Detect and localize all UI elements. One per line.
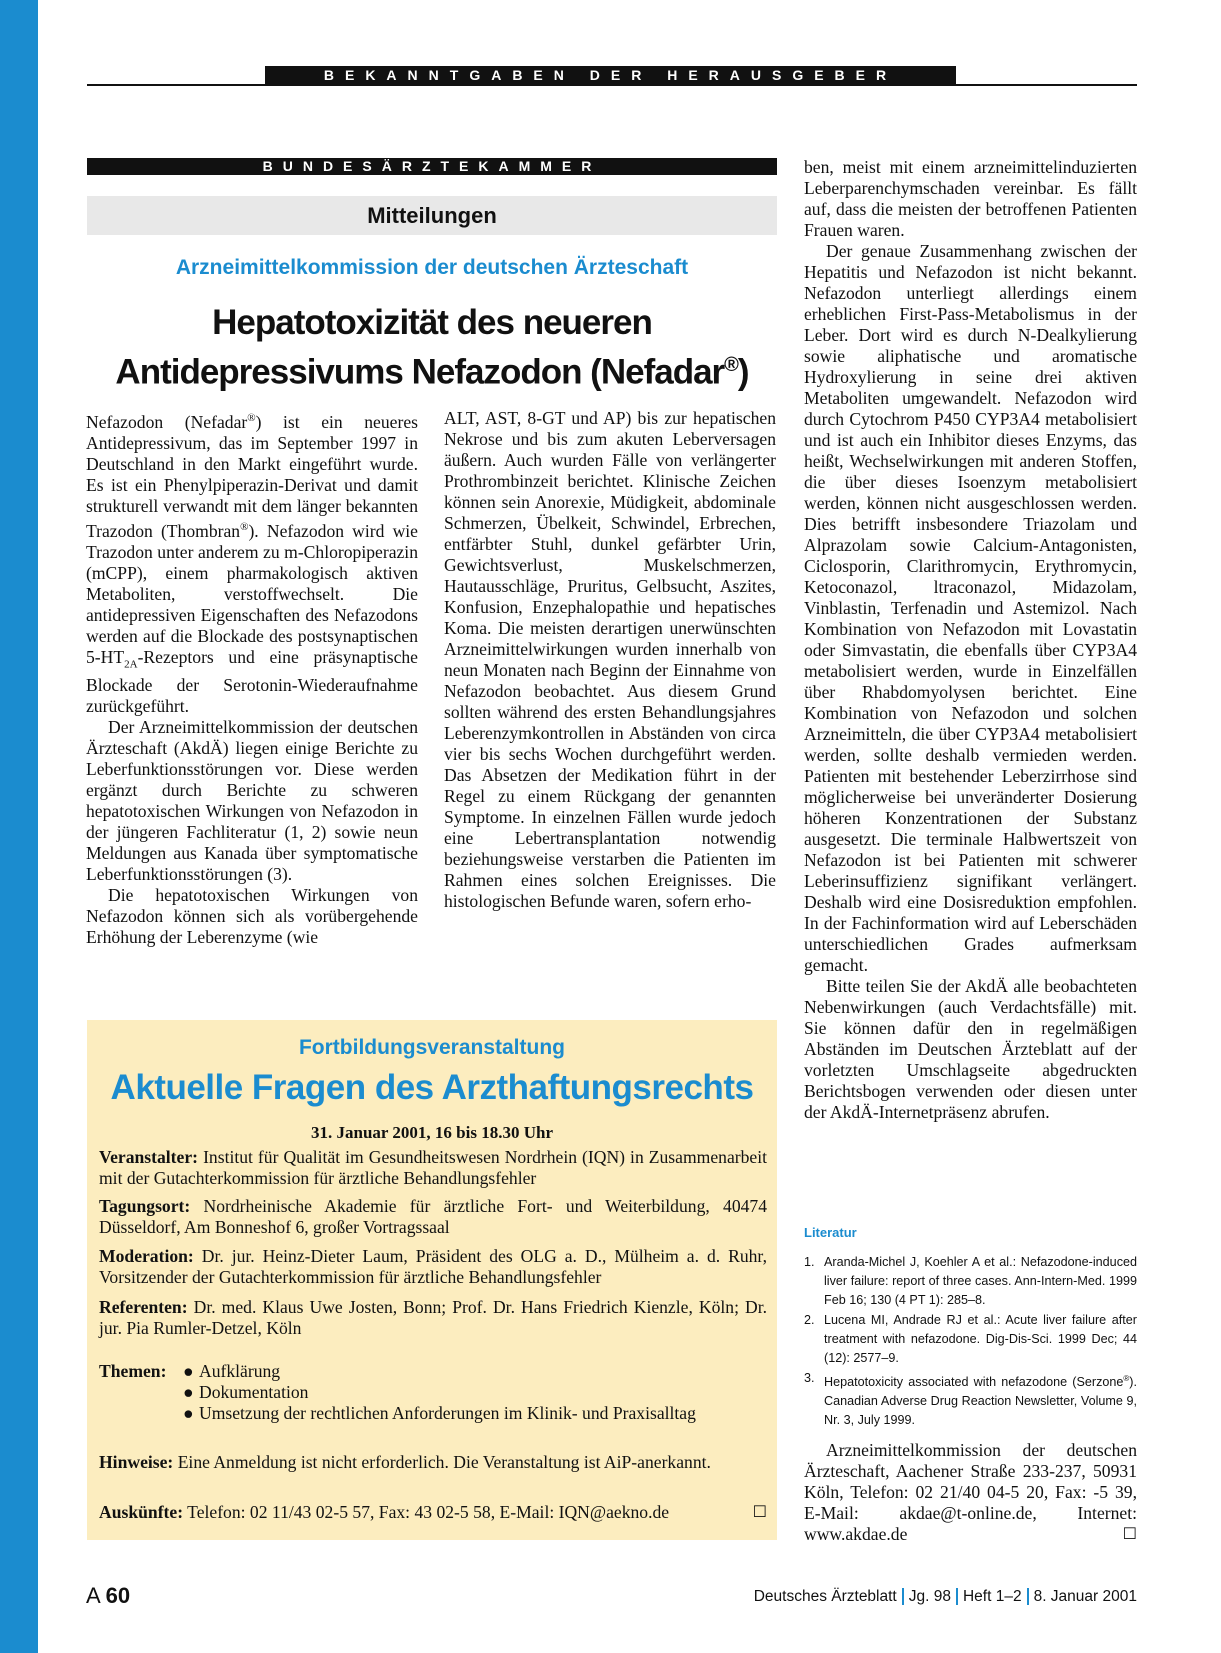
event-kicker: Fortbildungsveranstaltung [298,1036,565,1059]
event-organizer: Veranstalter: Institut für Qualität im Gesundheitswesen Nordrhein (IQN) in Zusammenarbeit mit der Gutachterkommission für ärztliche Behandlungsfehler [99,1147,767,1188]
article-signature: Arzneimittelkommission der deutschen Ärzteschaft, Aachener Straße 233-237, 50931 Köln, Telefon: 02 21/40 04-5 20, Fax: -5 39, E-Mail: akdae@t-online.de, Internet: www.akdae.de ☐ [804,1440,1137,1544]
title-line-2-end: ) [737,352,749,392]
event-contact: Auskünfte: Telefon: 02 11/43 02-5 57, Fax: 43 02-5 58, E-Mail: IQN@aekno.de ☐ [99,1502,767,1522]
topic-item: ● Aufklärung [183,1361,281,1381]
event-notes: Hinweise: Eine Anmeldung ist nicht erforderlich. Die Veranstaltung ist AiP-anerkannt. [99,1452,711,1472]
event-date: 31. Januar 2001, 16 bis 18.30 Uhr [311,1123,553,1142]
separator [956,1588,958,1605]
topic-item: ● Dokumentation [183,1382,309,1402]
literature-heading: Literatur [804,1225,857,1240]
article-paragraph-cont: ALT, AST, 8-GT und AP) bis zur hepatischen Nekrose und bis zum akuten Leberversagen äußern. Auch wurden Fälle von verlängerter Prothrombinzeit berichtet. Klinische Zeichen können sein Anorexie, Müdigkeit, abdominale Schmerzen, Übelkeit, Schwindel, Erbrechen, entfärbter Stuhl, dunkel gefärbter Urin, Gewichtsverlust, Muskelschmerzen, Hautausschläge, Pruritus, Gelbsucht, Aszites, Konfusion, Enzephalopathie und hepatisches Koma. Die meisten derartigen unerwünschten Arzneimittelwirkungen wurden innerhalb von neun Monaten nach Beginn der Einnahme von Nefazodon beobachtet. Aus diesem Grund sollten während des ersten Behandlungsjahres Leberenzymkontrollen in Abständen von circa vier bis sechs Wochen durchgeführt werden. Das Absetzen der Medikation führt in der Regel zu einem Rückgang der genannten Symptome. In einzelnen Fällen wurde jedoch eine Lebertransplantation notwendig beziehungsweise verstarben die Patienten im Rahmen eines solchen Ereignisses. Die histologischen Befunde waren, sofern erho- [444,408,776,911]
left-color-bar [0,0,38,1653]
reference-item: 2. Lucena MI, Andrade RJ et al.: Acute liver failure after treatment with nefazodone. Dig-Dis-Sci. 1999 Dec; 44 (12): 2577–9. [804,1313,1137,1365]
journal-date: 8. Januar 2001 [1033,1588,1137,1605]
reference-list [804,1253,1137,1431]
journal-volume: Jg. 98 [908,1588,951,1605]
topics-label: Themen: [99,1361,167,1381]
article-column-1 [86,408,418,948]
registered-mark: ® [724,354,738,376]
article-column-2 [444,408,776,912]
article-paragraph: Bitte teilen Sie der AkdÄ alle beobachteten Nebenwirkungen (auch Verdachtsfälle) mit. Sie können dafür den in regelmäßigen Abständen im Deutschen Ärzteblatt auf der vorletzten Umschlagseite abgedruckten Berichtsbogen verwenden oder diesen unter der AkdÄ-Internetpräsenz abrufen. [804,976,1137,1122]
journal-issue: Heft 1–2 [962,1588,1022,1605]
article-title [87,302,777,394]
article-paragraph: Der genaue Zusammenhang zwischen der Hepatitis und Nefazodon ist nicht bekannt. Nefazodon unterliegt allerdings einem erheblichen First-Pass-Metabolismus in der Leber. Dort wird es durch N-Dealkylierung sowie aliphatische und aromatische Hydroxylierung in seine drei aktiven Metaboliten umgewandelt. Nefazodon wird durch Cytochrom P450 CYP3A4 metabolisiert und ist auch ein Inhibitor dieses Enzyms, das heißt, Wechselwirkungen mit anderen Stoffen, die über dieses Isoenzym metabolisiert werden, können nicht ausgeschlossen werden. Dies betrifft insbesondere Triazolam und Alprazolam sowie Calcium-Antagonisten, Ciclosporin, Clarithromycin, Erythromycin, Ketoconazol, ltraconazol, Midazolam, Vinblastin, Terfenadin und Astemizol. Nach Kombination von Nefazodon mit Lovastatin oder Simvastatin, die ebenfalls über CYP3A4 metabolisiert werden, wurde in Einzelfällen über Rhabdomyolysen berichtet. Eine Kombination von Nefazodon und solchen Arzneimitteln, die über CYP3A4 metabolisiert werden, sollte deshalb vermieden werden. Patienten mit bestehender Leberzirrhose sind möglicherweise bei unveränderter Dosierung höheren Konzentrationen der Substanz ausgesetzt. Die terminale Halbwertszeit von Nefazodon ist bei Patienten mit schwerer Leberinsuffizienz signifikant verlängert. Deshalb wird eine Dosisreduktion empfohlen. In der Fachinformation wird auf Leberschäden unterschiedlichen Grades aufmerksam gemacht. [804,241,1137,975]
journal-name: Deutsches Ärzteblatt [753,1588,897,1605]
title-line-2: Antidepressivums Nefazodon (Nefadar [115,352,725,392]
topics-list [183,1361,743,1424]
page-number: A 60 [86,1583,131,1608]
article-column-3 [804,157,1137,1123]
section-subtitle: Mitteilungen [87,196,777,235]
article-paragraph-cont: ben, meist mit einem arzneimittelinduzierten Leberparenchymschaden vereinbar. Es fällt auf, dass die meisten der betroffenen Patienten Frauen waren. [804,157,1137,240]
header-band: BEKANNTGABEN DER HERAUSGEBER [265,66,956,84]
journal-info [754,1588,1137,1606]
bullet-icon: ● [183,1361,194,1381]
event-venue: Tagungsort: Nordrheinische Akademie für ärztliche Fort- und Weiterbildung, 40474 Düsseldorf, Am Bonneshof 6, großer Vortragssaal [99,1196,768,1237]
event-speakers: Referenten: Dr. med. Klaus Uwe Josten, Bonn; Prof. Dr. Hans Friedrich Kienzle, Köln; Dr. jur. Pia Rumler-Detzel, Köln [99,1297,767,1338]
reference-item: 1. Aranda-Michel J, Koehler A et al.: Nefazodone-induced liver failure: report of three cases. Ann-Intern-Med. 1999 Feb 16; 130 (4 PT 1): 285–8. [804,1255,1137,1307]
event-moderation: Moderation: Dr. jur. Heinz-Dieter Laum, Präsident des OLG a. D., Mülheim a. d. Ruhr, Vorsitzender der Gutachterkommission für ärztliche Behandlungsfehler [99,1246,767,1287]
header-rule [87,84,1137,86]
bullet-icon: ● [183,1403,194,1423]
separator [902,1588,904,1605]
end-mark-icon: ☐ [752,1504,767,1521]
separator [1027,1588,1029,1605]
article-paragraph: Nefazodon (Nefadar®) ist ein neueres Antidepressivum, das im September 1997 in Deutschland in den Markt eingeführt wurde. Es ist ein Phenylpiperazin-Derivat und damit strukturell verwandt mit dem länger bekannten Trazodon (Thombran®). Nefazodon wird wie Trazodon unter anderem zu m-Chloropiperazin (mCPP), einem pharmakologisch aktiven Metaboliten, verstoffwechselt. Die antidepressiven Eigenschaften des Nefazodons werden auf die Blockade des postsynaptischen $5-HT_{2A}$-Rezeptors und eine präsynaptische Blockade der Serotonin-Wiederaufnahme zurückgeführt. [86,411,418,717]
section-band: BUNDESÄRZTEKAMMER [87,158,777,175]
reference-item: 3. Hepatotoxicity associated with nefazodone (Serzone®). Canadian Adverse Drug Reaction Newsletter, Volume 9, Nr. 3, July 1999. [804,1371,1137,1428]
article-kicker: Arzneimittelkommission der deutschen Ärzteschaft [175,256,689,279]
topic-item: ● Umsetzung der rechtlichen Anforderungen im Klinik- und Praxisalltag [183,1403,696,1423]
bullet-icon: ● [183,1382,194,1402]
article-paragraph: Der Arzneimittelkommission der deutschen Ärzteschaft (AkdÄ) liegen einige Berichte zu Leberfunktionsstörungen vor. Diese werden ergänzt durch Berichte zu schweren hepatotoxischen Wirkungen von Nefazodon in der jüngeren Fachliteratur (1, 2) sowie neun Meldungen aus Kanada über symptomatische Leberfunktionsstörungen (3). [86,717,418,885]
event-title: Aktuelle Fragen des Arzthaftungsrechts [110,1068,754,1107]
title-line-1: Hepatotoxizität des neueren [212,303,652,342]
end-mark-icon: ☐ [1122,1526,1137,1543]
article-paragraph-split: Die hepatotoxischen Wirkungen von Nefazodon können sich als vorübergehende Erhöhung der Leberenzyme (wie [86,885,418,948]
